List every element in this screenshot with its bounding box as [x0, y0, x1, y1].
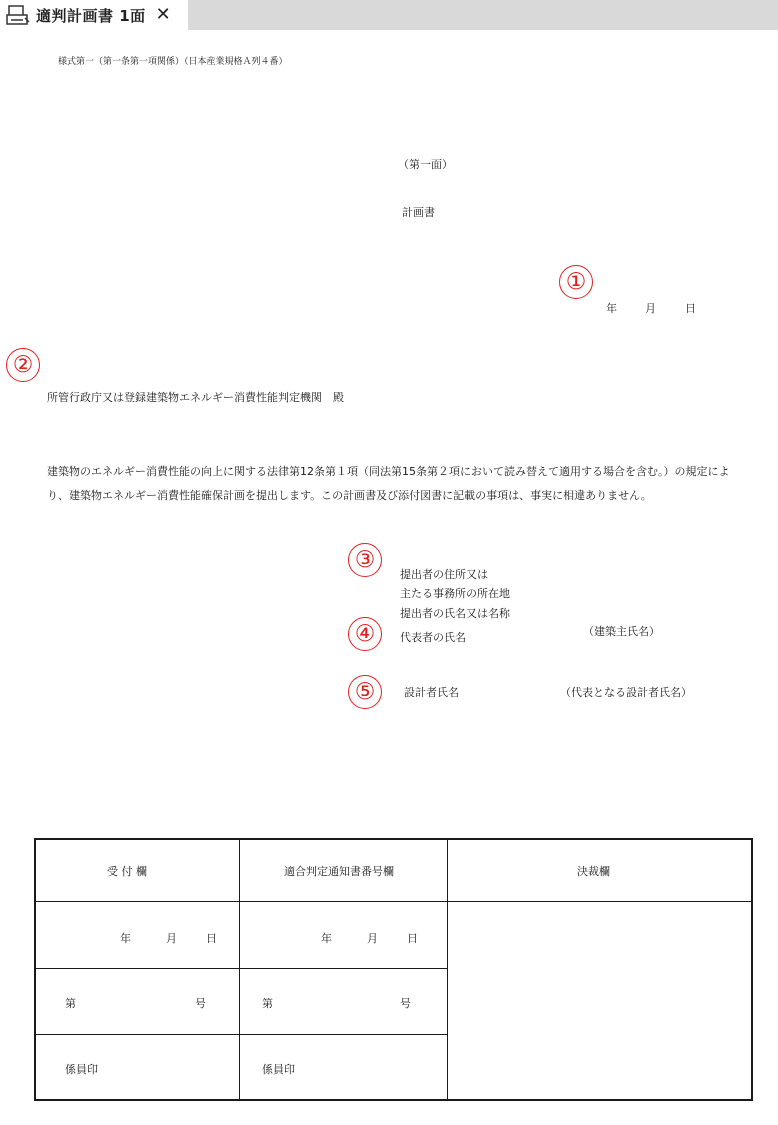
table-col-divider [239, 838, 240, 1101]
notice-seal-label: 係員印 [262, 1063, 295, 1076]
table-row-divider [34, 968, 447, 969]
notice-year: 年 [321, 932, 332, 945]
header-reception: 受 付 欄 [107, 865, 147, 878]
face-label: （第一面） [398, 158, 453, 171]
table-col-divider [447, 838, 448, 1101]
tab-title: 適判計画書 1面 [36, 6, 146, 25]
submitter-address-label: 提出者の住所又は [400, 568, 488, 581]
reception-number-suffix: 号 [195, 997, 206, 1010]
reception-number-prefix: 第 [65, 997, 76, 1010]
date-month: 月 [645, 302, 656, 315]
header-notice-number: 適合判定通知書番号欄 [284, 865, 394, 878]
printer-icon [6, 3, 30, 27]
form-code: 様式第一（第一条第一項関係）（日本産業規格Ａ列４番） [58, 57, 288, 67]
reception-seal-label: 係員印 [65, 1063, 98, 1076]
notice-month: 月 [367, 932, 378, 945]
representative-name-label: 代表者の氏名 [400, 631, 466, 644]
receipt-table [34, 838, 753, 1101]
marker-2: ② [6, 348, 40, 382]
submitter-name-label: 提出者の氏名又は名称 [400, 607, 510, 620]
marker-3: ③ [348, 543, 382, 577]
tab-bar [0, 0, 778, 30]
marker-5: ⑤ [348, 675, 382, 709]
notice-number-prefix: 第 [262, 997, 273, 1010]
submitter-office-label: 主たる事務所の所在地 [400, 587, 510, 600]
table-border-left [34, 838, 36, 1101]
notice-day: 日 [407, 932, 418, 945]
document-tab[interactable] [0, 0, 188, 30]
table-row-divider [34, 901, 753, 902]
table-border-right [751, 838, 753, 1101]
header-approval: 決裁欄 [577, 865, 610, 878]
table-border-top [34, 838, 753, 840]
owner-name-note: （建築主氏名） [583, 625, 660, 638]
designer-name-note: （代表となる設計者氏名） [560, 686, 692, 699]
table-row-divider [34, 1034, 447, 1035]
reception-year: 年 [120, 932, 131, 945]
addressee: 所管行政庁又は登録建築物エネルギー消費性能判定機関 殿 [47, 391, 344, 404]
reception-month: 月 [166, 932, 177, 945]
table-border-bottom [34, 1099, 753, 1101]
marker-4: ④ [348, 617, 382, 651]
designer-name-label: 設計者氏名 [404, 686, 459, 699]
page-title: 計画書 [402, 206, 435, 219]
close-icon[interactable]: ✕ [155, 4, 171, 25]
date-year: 年 [606, 302, 617, 315]
body-text: 建築物のエネルギー消費性能の向上に関する法律第12条第１項（同法第15条第２項において読み替えて適用する場合を含む。）の規定により、建築物エネルギー消費性能確保計画を提出します。この計画書及び添付図書に記載の事項は、事実に相違ありません。 [47, 465, 730, 502]
notice-number-suffix: 号 [400, 997, 411, 1010]
marker-1: ① [559, 265, 593, 299]
date-day: 日 [685, 302, 696, 315]
reception-day: 日 [206, 932, 217, 945]
